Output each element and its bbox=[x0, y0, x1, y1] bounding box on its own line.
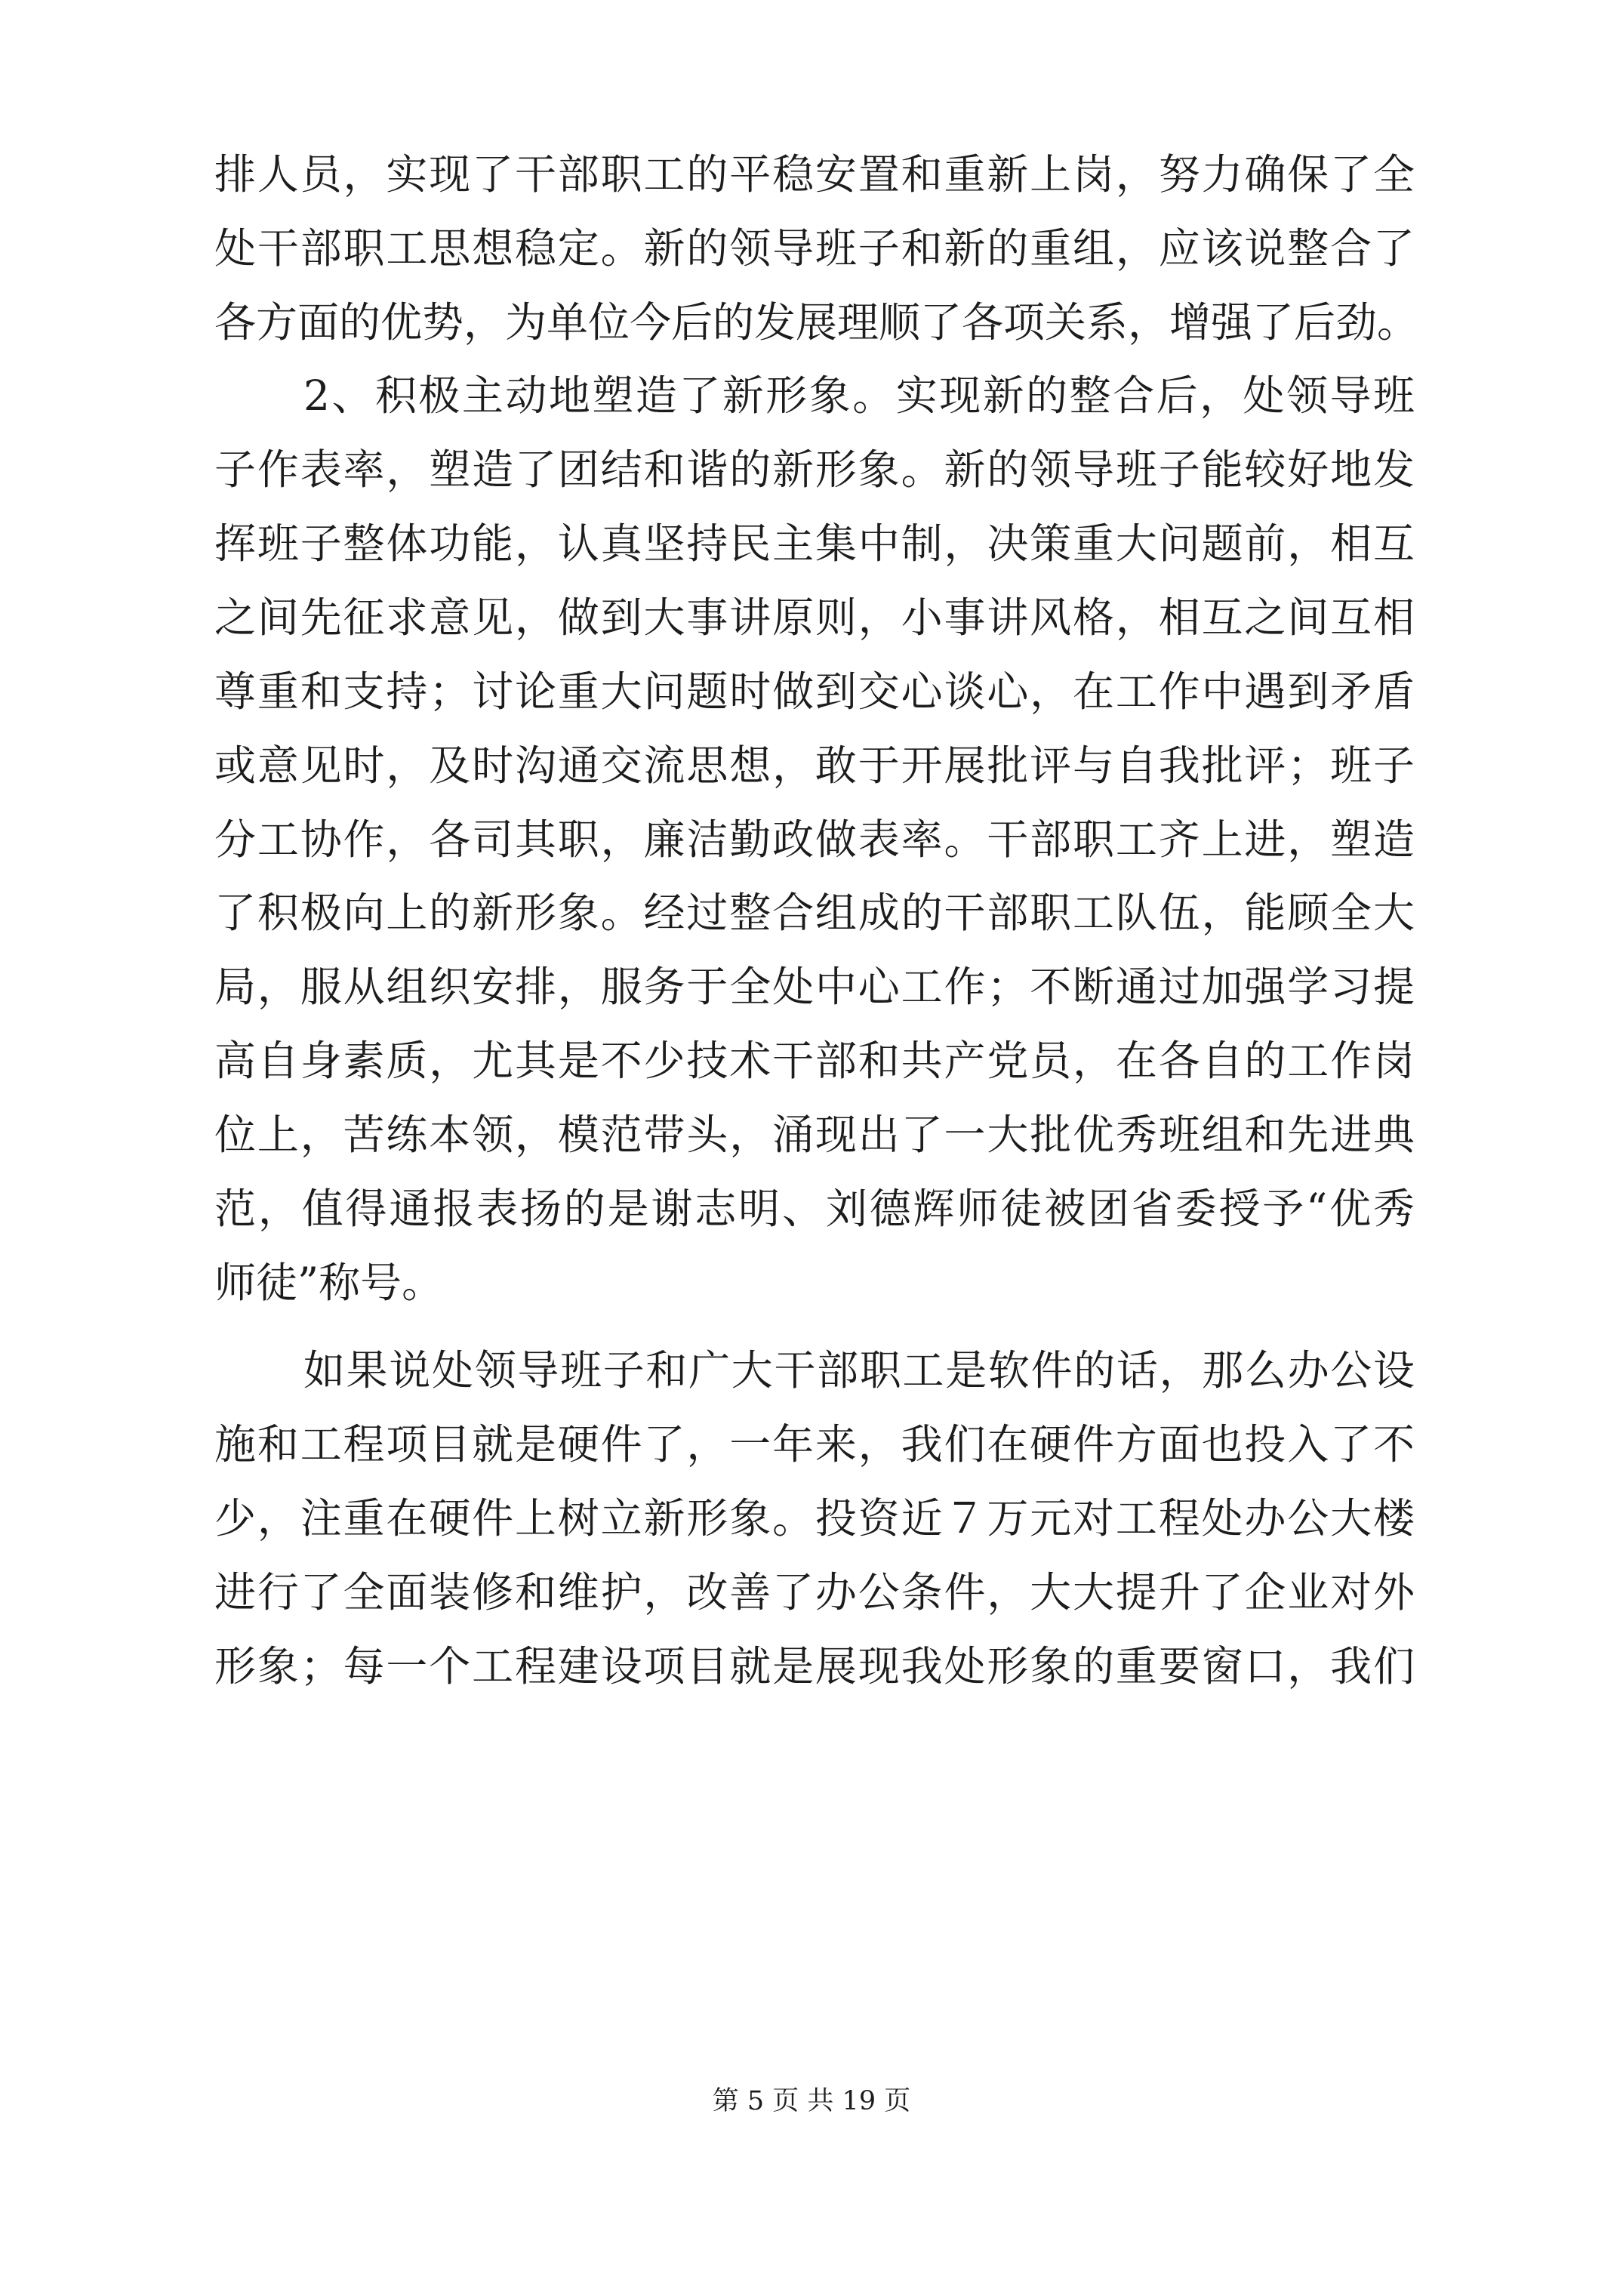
text-line: 形象；每一个工程建设项目就是展现我处形象的重要窗口，我们 bbox=[214, 1642, 1415, 1690]
text-line: 局，服从组织安排，服务于全处中心工作；不断通过加强学习提 bbox=[214, 963, 1415, 1011]
text-line: 了积极向上的新形象。经过整合组成的干部职工队伍，能顾全大 bbox=[214, 889, 1415, 937]
text-line: 范，值得通报表扬的是谢志明、刘德辉师徒被团省委授予“优秀 bbox=[214, 1185, 1415, 1233]
text-line: 2、积极主动地塑造了新形象。实现新的整合后，处领导班 bbox=[303, 371, 1415, 420]
text-line: 位上，苦练本领，模范带头，涌现出了一大批优秀班组和先进典 bbox=[214, 1111, 1415, 1159]
text-line: 施和工程项目就是硬件了，一年来，我们在硬件方面也投入了不 bbox=[214, 1420, 1415, 1469]
text-line: 之间先征求意见，做到大事讲原则，小事讲风格，相互之间互相 bbox=[214, 593, 1415, 642]
text-line: 排人员，实现了干部职工的平稳安置和重新上岗，努力确保了全 bbox=[214, 150, 1415, 199]
text-line: 进行了全面装修和维护，改善了办公条件，大大提升了企业对外 bbox=[214, 1568, 1415, 1616]
text-line: 如果说处领导班子和广大干部职工是软件的话，那么办公设 bbox=[303, 1346, 1415, 1395]
text-line: 师徒”称号。 bbox=[214, 1259, 444, 1307]
text-line: 子作表率，塑造了团结和谐的新形象。新的领导班子能较好地发 bbox=[214, 445, 1415, 494]
text-line: 高自身素质，尤其是不少技术干部和共产党员，在各自的工作岗 bbox=[214, 1037, 1415, 1085]
text-line: 分工协作，各司其职，廉洁勤政做表率。干部职工齐上进，塑造 bbox=[214, 815, 1415, 864]
text-line: 或意见时，及时沟通交流思想，敢于开展批评与自我批评；班子 bbox=[214, 741, 1415, 790]
text-line: 处干部职工思想稳定。新的领导班子和新的重组，应该说整合了 bbox=[214, 224, 1415, 273]
text-line: 少，注重在硬件上树立新形象。投资近７万元对工程处办公大楼 bbox=[214, 1494, 1415, 1542]
text-line: 尊重和支持；讨论重大问题时做到交心谈心，在工作中遇到矛盾 bbox=[214, 667, 1415, 716]
text-line: 各方面的优势，为单位今后的发展理顺了各项关系，增强了后劲。 bbox=[214, 298, 1419, 347]
text-line: 挥班子整体功能，认真坚持民主集中制，决策重大问题前，相互 bbox=[214, 519, 1415, 568]
page-number-footer: 第 5 页 共 19 页 bbox=[712, 2086, 911, 2116]
